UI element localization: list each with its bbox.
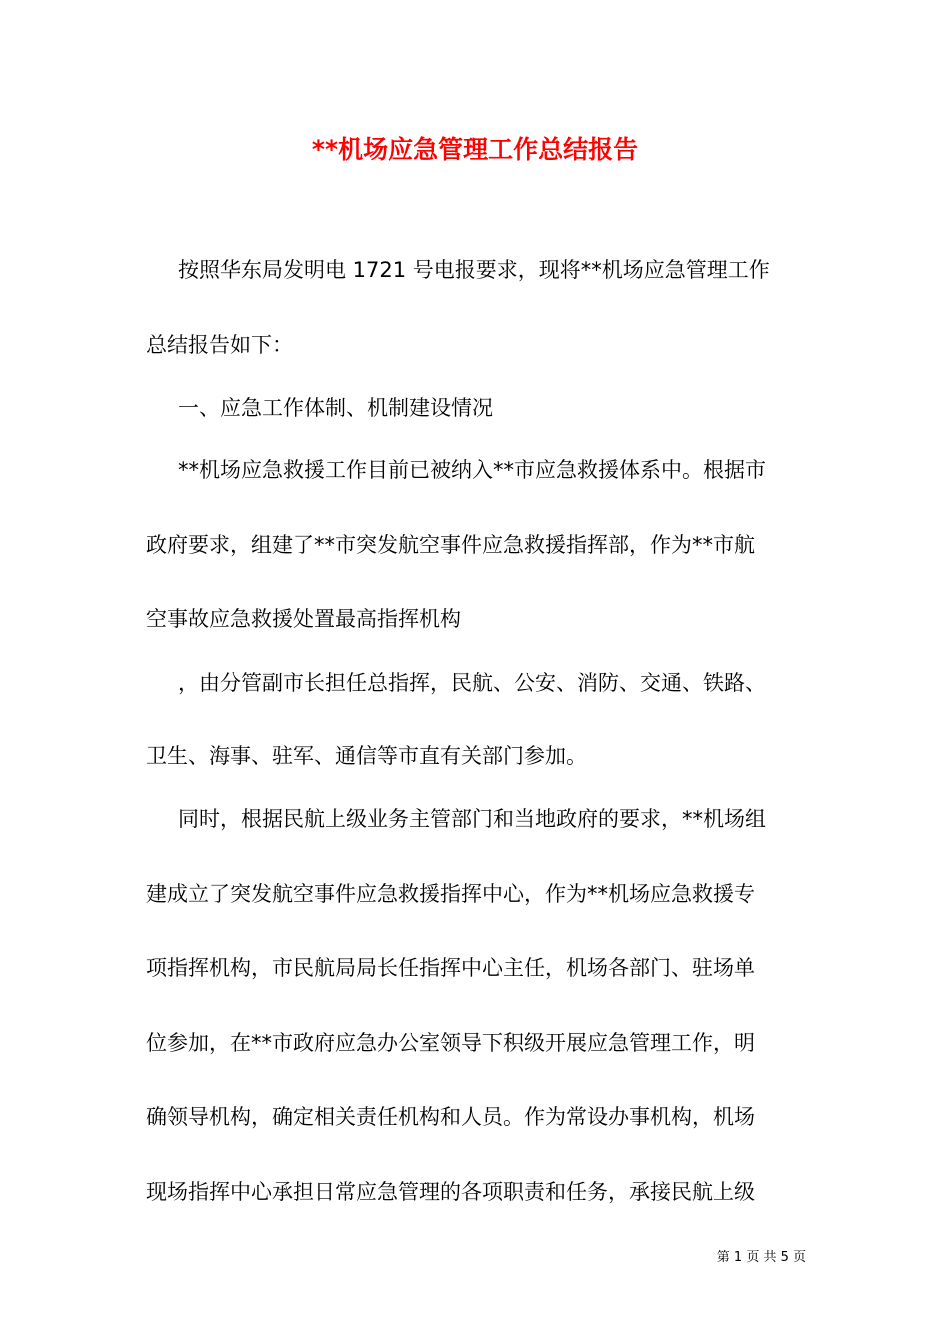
paragraph-line: 空事故应急救援处置最高指挥机构 bbox=[146, 607, 461, 631]
paragraph-line: 确领导机构，确定相关责任机构和人员。作为常设办事机构，机场 bbox=[146, 1105, 755, 1129]
page-number: 第 1 页 共 5 页 bbox=[716, 1250, 806, 1265]
paragraph-line: 卫生、海事、驻军、通信等市直有关部门参加。 bbox=[146, 744, 587, 768]
paragraph-line: 按照华东局发明电 1721 号电报要求，现将**机场应急管理工作 bbox=[178, 258, 770, 282]
paragraph-line: ，由分管副市长担任总指挥，民航、公安、消防、交通、铁路、 bbox=[178, 671, 766, 695]
section-heading: 一、应急工作体制、机制建设情况 bbox=[178, 396, 493, 420]
document-title: **机场应急管理工作总结报告 bbox=[311, 135, 639, 164]
paragraph-line: 位参加，在**市政府应急办公室领导下积级开展应急管理工作，明 bbox=[146, 1031, 755, 1055]
paragraph-line: 总结报告如下： bbox=[146, 333, 293, 357]
paragraph-line: **机场应急救援工作目前已被纳入**市应急救援体系中。根据市 bbox=[178, 458, 766, 482]
paragraph-line: 建成立了突发航空事件应急救援指挥中心，作为**机场应急救援专 bbox=[146, 882, 755, 906]
paragraph-line: 项指挥机构，市民航局局长任指挥中心主任，机场各部门、驻场单 bbox=[146, 956, 755, 980]
paragraph-line: 同时，根据民航上级业务主管部门和当地政府的要求，**机场组 bbox=[178, 807, 766, 831]
paragraph-line: 现场指挥中心承担日常应急管理的各项职责和任务，承接民航上级 bbox=[146, 1180, 755, 1204]
paragraph-line: 政府要求，组建了**市突发航空事件应急救援指挥部，作为**市航 bbox=[146, 533, 755, 557]
